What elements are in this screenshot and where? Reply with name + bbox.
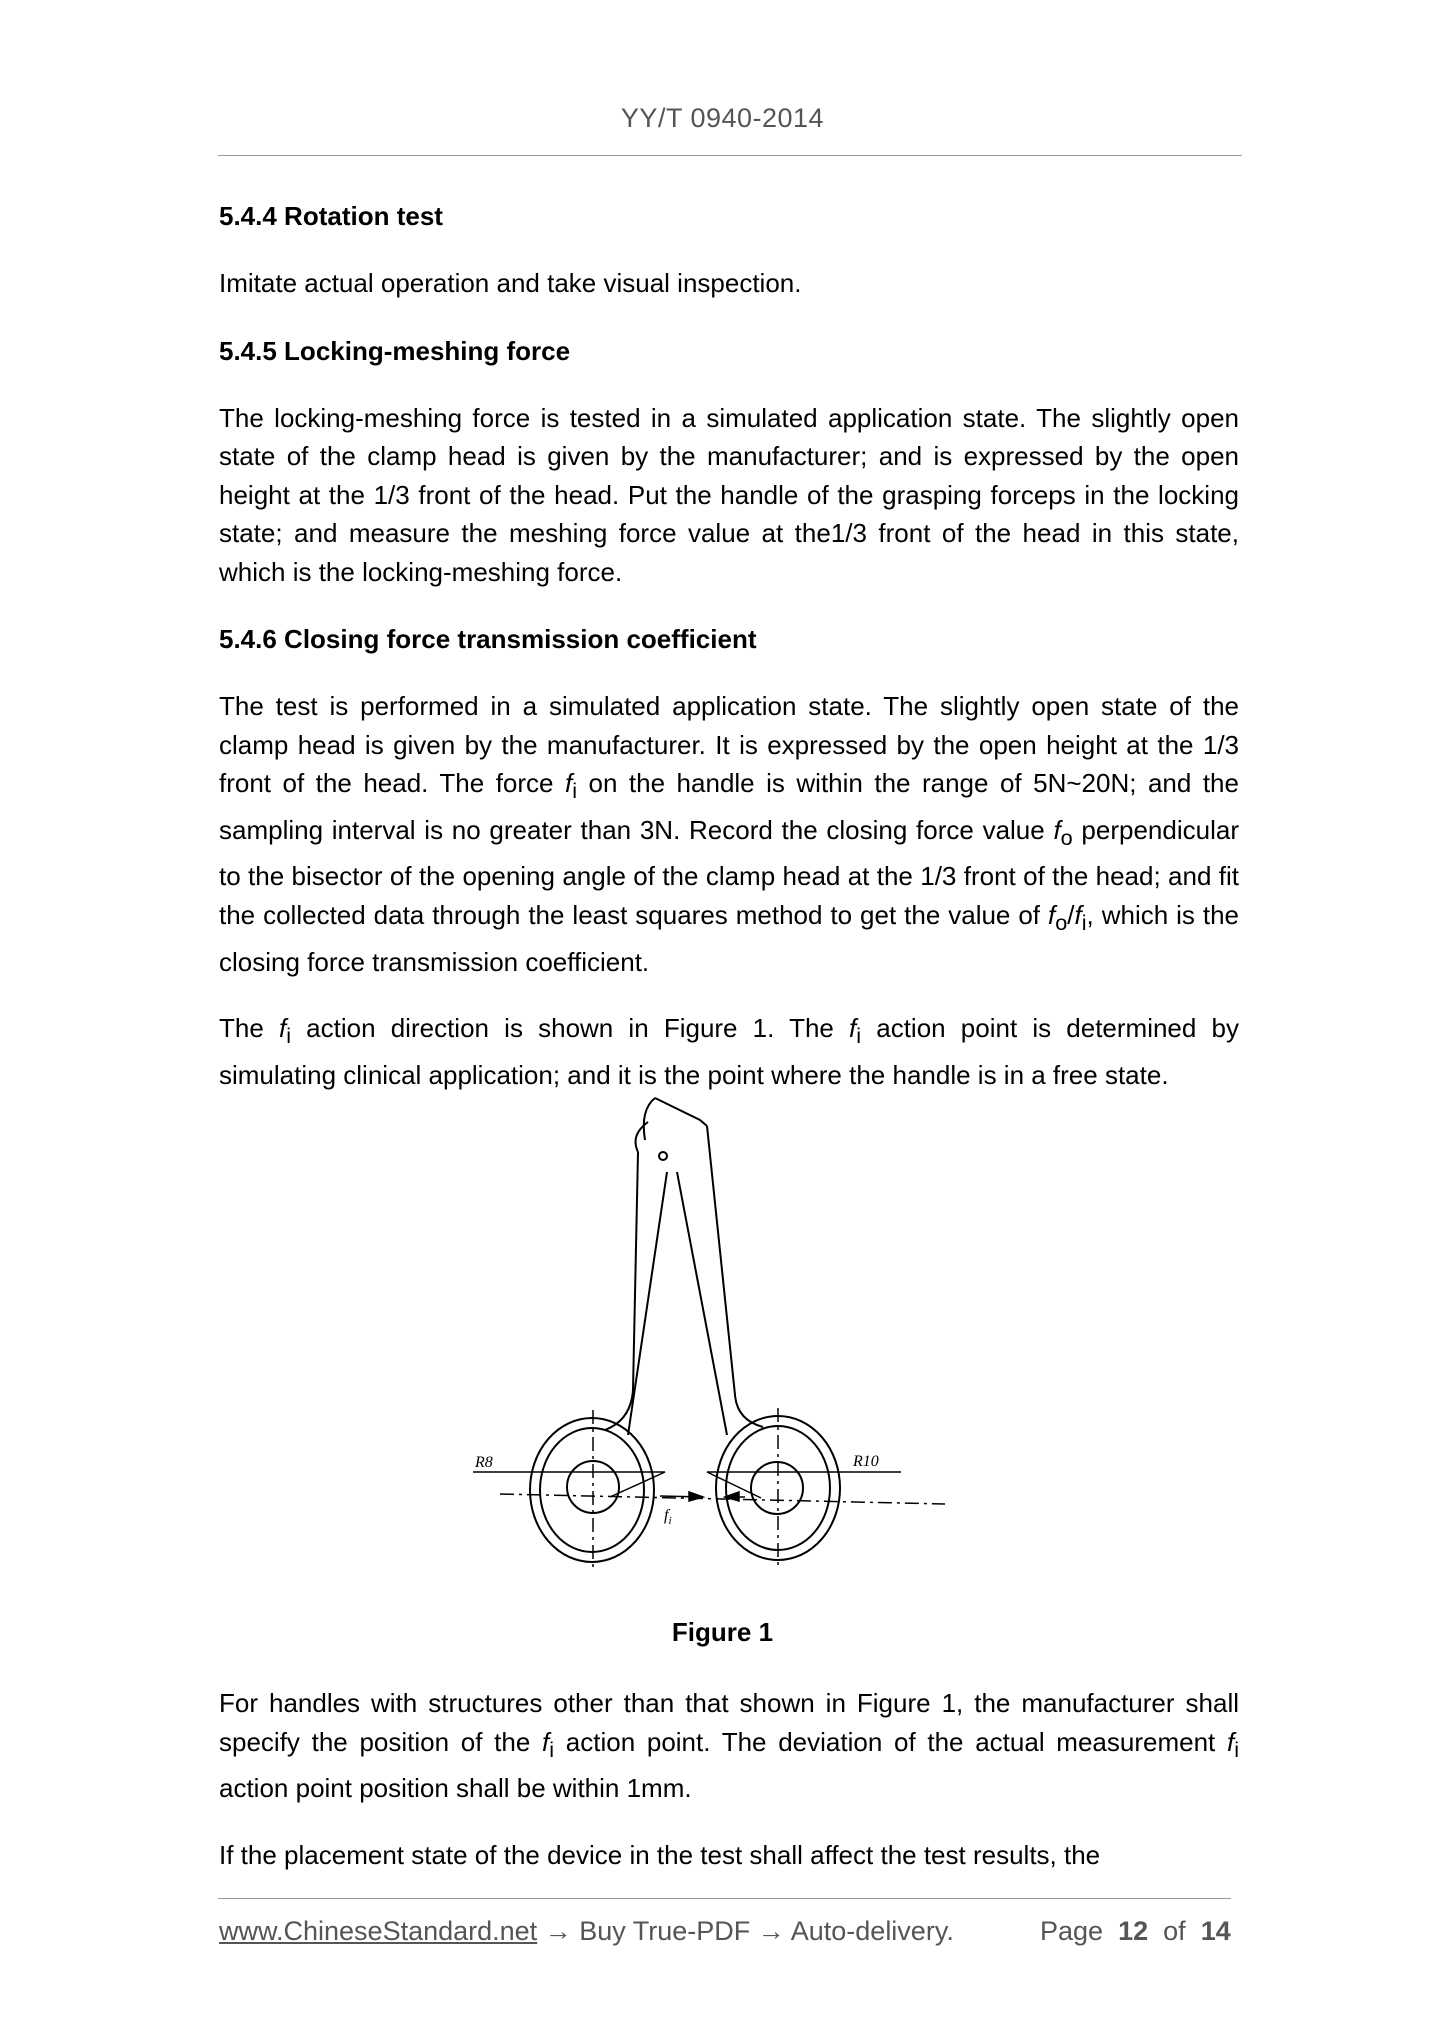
section-heading-5-4-6: 5.4.6 Closing force transmission coefficient — [219, 624, 757, 654]
section-heading-5-4-4: 5.4.4 Rotation test — [219, 201, 443, 231]
forceps-handle-figure — [445, 1090, 1005, 1590]
paragraph: The locking-meshing force is tested in a simulated application state. The slightly open state of the clamp head is given by the manufacturer; and is expressed by the open height at the 1/3 front of the head. Put the handle of the grasping forceps in the locking state; and measure the meshing force value at the1/3 front of the head in this state, which is the locking-meshing force. — [219, 402, 1239, 587]
forceps-drawing — [445, 1090, 1005, 1590]
footer-left — [219, 1916, 954, 1947]
r10-label: R10 — [853, 1453, 879, 1470]
page-total: 14 — [1200, 1916, 1231, 1946]
paragraph: If the placement state of the device in the test shall affect the test results, the — [219, 1839, 1101, 1870]
fi-label: $f_i$ — [664, 1507, 672, 1527]
page-indicator: Page 12 of 14 — [1040, 1916, 1231, 1946]
header-divider — [218, 155, 1242, 156]
section-heading-5-4-5: 5.4.5 Locking-meshing force — [219, 335, 571, 366]
r8-label: R8 — [475, 1454, 493, 1471]
paragraph: The $f_i$ action direction is shown in Figure 1. The $f_i$ action point is determined by simulating clinical application; and it is the point where the handle is in a free state. — [219, 1013, 1239, 1090]
document-id-header: YY/T 0940-2014 — [620, 103, 825, 133]
figure-caption: Figure 1 — [671, 1617, 774, 1647]
page-number: 12 — [1118, 1916, 1149, 1946]
footer-tagline: → Buy True-PDF → Auto-delivery. — [537, 1916, 954, 1946]
paragraph: The test is performed in a simulated application state. The slightly open state of the clamp head is given by the manufacturer. It is expressed by the open height at the 1/3 front of the head. The force $f_i$ on the handle is within the range of 5N~20N; and the sampling interval is no greater than 3N. Record the closing force value $f_o$ perpendicular to the bisector of the opening angle of the clamp head at the 1/3 front of the head; and fit the collected data through the least squares method to get the value of $f_o/f_i$, which is the closing force transmission coefficient. — [219, 691, 1239, 977]
page-body — [219, 196, 1239, 1122]
paragraph: Imitate actual operation and take visual inspection. — [219, 268, 802, 298]
paragraph: For handles with structures other than that shown in Figure 1, the manufacturer shall specify the position of the $f_i$ action point. The deviation of the actual measurement $f_i$ action point position shall be within 1mm. — [219, 1688, 1240, 1804]
page-body-lower — [219, 1684, 1239, 1902]
chinesestandard-link[interactable]: www.ChineseStandard.net — [219, 1916, 538, 1946]
footer-divider — [218, 1898, 1231, 1899]
